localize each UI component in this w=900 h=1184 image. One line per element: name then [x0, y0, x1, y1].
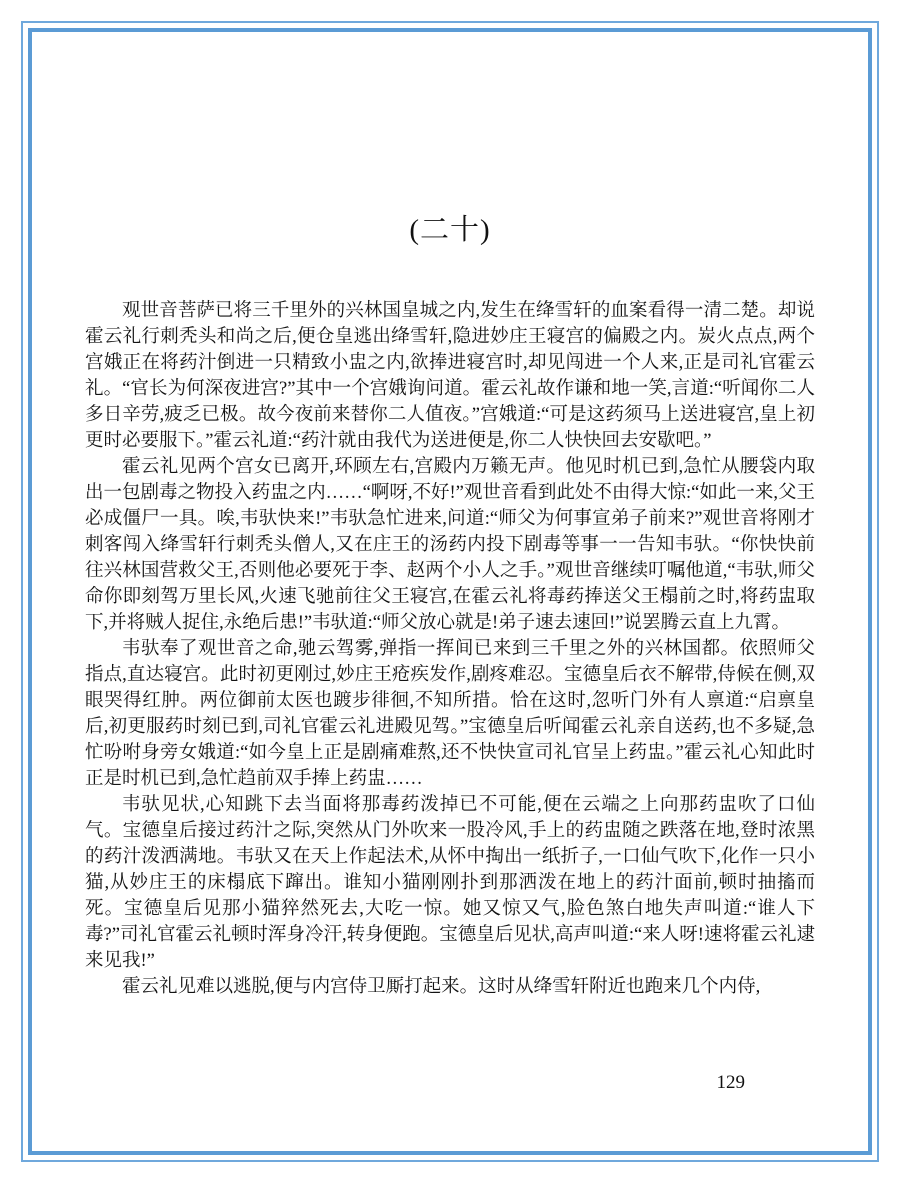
paragraph: 韦驮奉了观世音之命,驰云驾雾,弹指一挥间已来到三千里之外的兴林国都。依照师父指点,直达寝宫。此时初更刚过,妙庄王疮疾发作,剧疼难忍。宝德皇后衣不解带,侍候在侧,双眼哭得红肿。两位御前太医也踱步徘徊,不知所措。恰在这时,忽听门外有人禀道:“启禀皇后,初更服药时刻已到,司礼官霍云礼进殿见驾。”宝德皇后听闻霍云礼亲自送药,也不多疑,急忙吩咐身旁女娥道:“如今皇上正是剧痛难熬,还不快快宣司礼官呈上药盅。”霍云礼心知此时正是时机已到,急忙趋前双手捧上药盅……	[85, 639, 815, 789]
paragraph: 观世音菩萨已将三千里外的兴林国皇城之内,发生在绛雪轩的血案看得一清二楚。却说霍云礼行刺秃头和尚之后,便仓皇逃出绛雪轩,隐进妙庄王寝宫的偏殿之内。炭火点点,两个宫娥正在将药汁倒进一只精致小盅之内,欲捧进寝宫时,却见闯进一个人来,正是司礼官霍云礼。“官长为何深夜进宫?”其中一个宫娥询问道。霍云礼故作谦和地一笑,言道:“听闻你二人多日辛劳,疲乏已极。故今夜前来替你二人值夜。”宫娥道:“可是这药须马上送进寝宫,皇上初更时必要服下。”霍云礼道:“药汁就由我代为送进便是,你二人快快回去安歇吧。”	[85, 301, 815, 451]
chapter-title: (二十)	[409, 214, 491, 246]
paragraph: 霍云礼见两个宫女已离开,环顾左右,宫殿内万籁无声。他见时机已到,急忙从腰袋内取出一包剧毒之物投入药盅之内……“啊呀,不好!”观世音看到此处不由得大惊:“如此一来,父王必成僵尸一具。唉,韦驮快来!”韦驮急忙进来,问道:“师父为何事宣弟子前来?”观世音将刚才刺客闯入绛雪轩行刺秃头僧人,又在庄王的汤药内投下剧毒等事一一告知韦驮。“你快快前往兴林国营救父王,否则他必要死于李、赵两个小人之手。”观世音继续叮嘱他道,“韦驮,师父命你即刻驾万里长风,火速飞驰前往父王寝宫,在霍云礼将毒药捧送父王榻前之时,将药盅取下,并将贼人捉住,永绝后患!”韦驮道:“师父放心就是!弟子速去速回!”说罢腾云直上九霄。	[85, 457, 815, 633]
paragraph: 韦驮见状,心知跳下去当面将那毒药泼掉已不可能,便在云端之上向那药盅吹了口仙气。宝德皇后接过药汁之际,突然从门外吹来一股冷风,手上的药盅随之跌落在地,登时浓黑的药汁泼洒满地。韦驮又在天上作起法术,从怀中掏出一纸折子,一口仙气吹下,化作一只小猫,从妙庄王的床榻底下蹿出。谁知小猫刚刚扑到那洒泼在地上的药汁面前,顿时抽搐而死。宝德皇后见那小猫猝然死去,大吃一惊。她又惊又气,脸色煞白地失声叫道:“谁人下毒?”司礼官霍云礼顿时浑身冷汗,转身便跑。宝德皇后见状,高声叫道:“来人呀!速将霍云礼逮来见我!”	[85, 795, 815, 971]
paragraph: 霍云礼见难以逃脱,便与内宫侍卫厮打起来。这时从绛雪轩附近也跑来几个内侍,	[122, 977, 761, 997]
body-text	[85, 298, 815, 1000]
page-number: 129	[716, 1072, 745, 1093]
